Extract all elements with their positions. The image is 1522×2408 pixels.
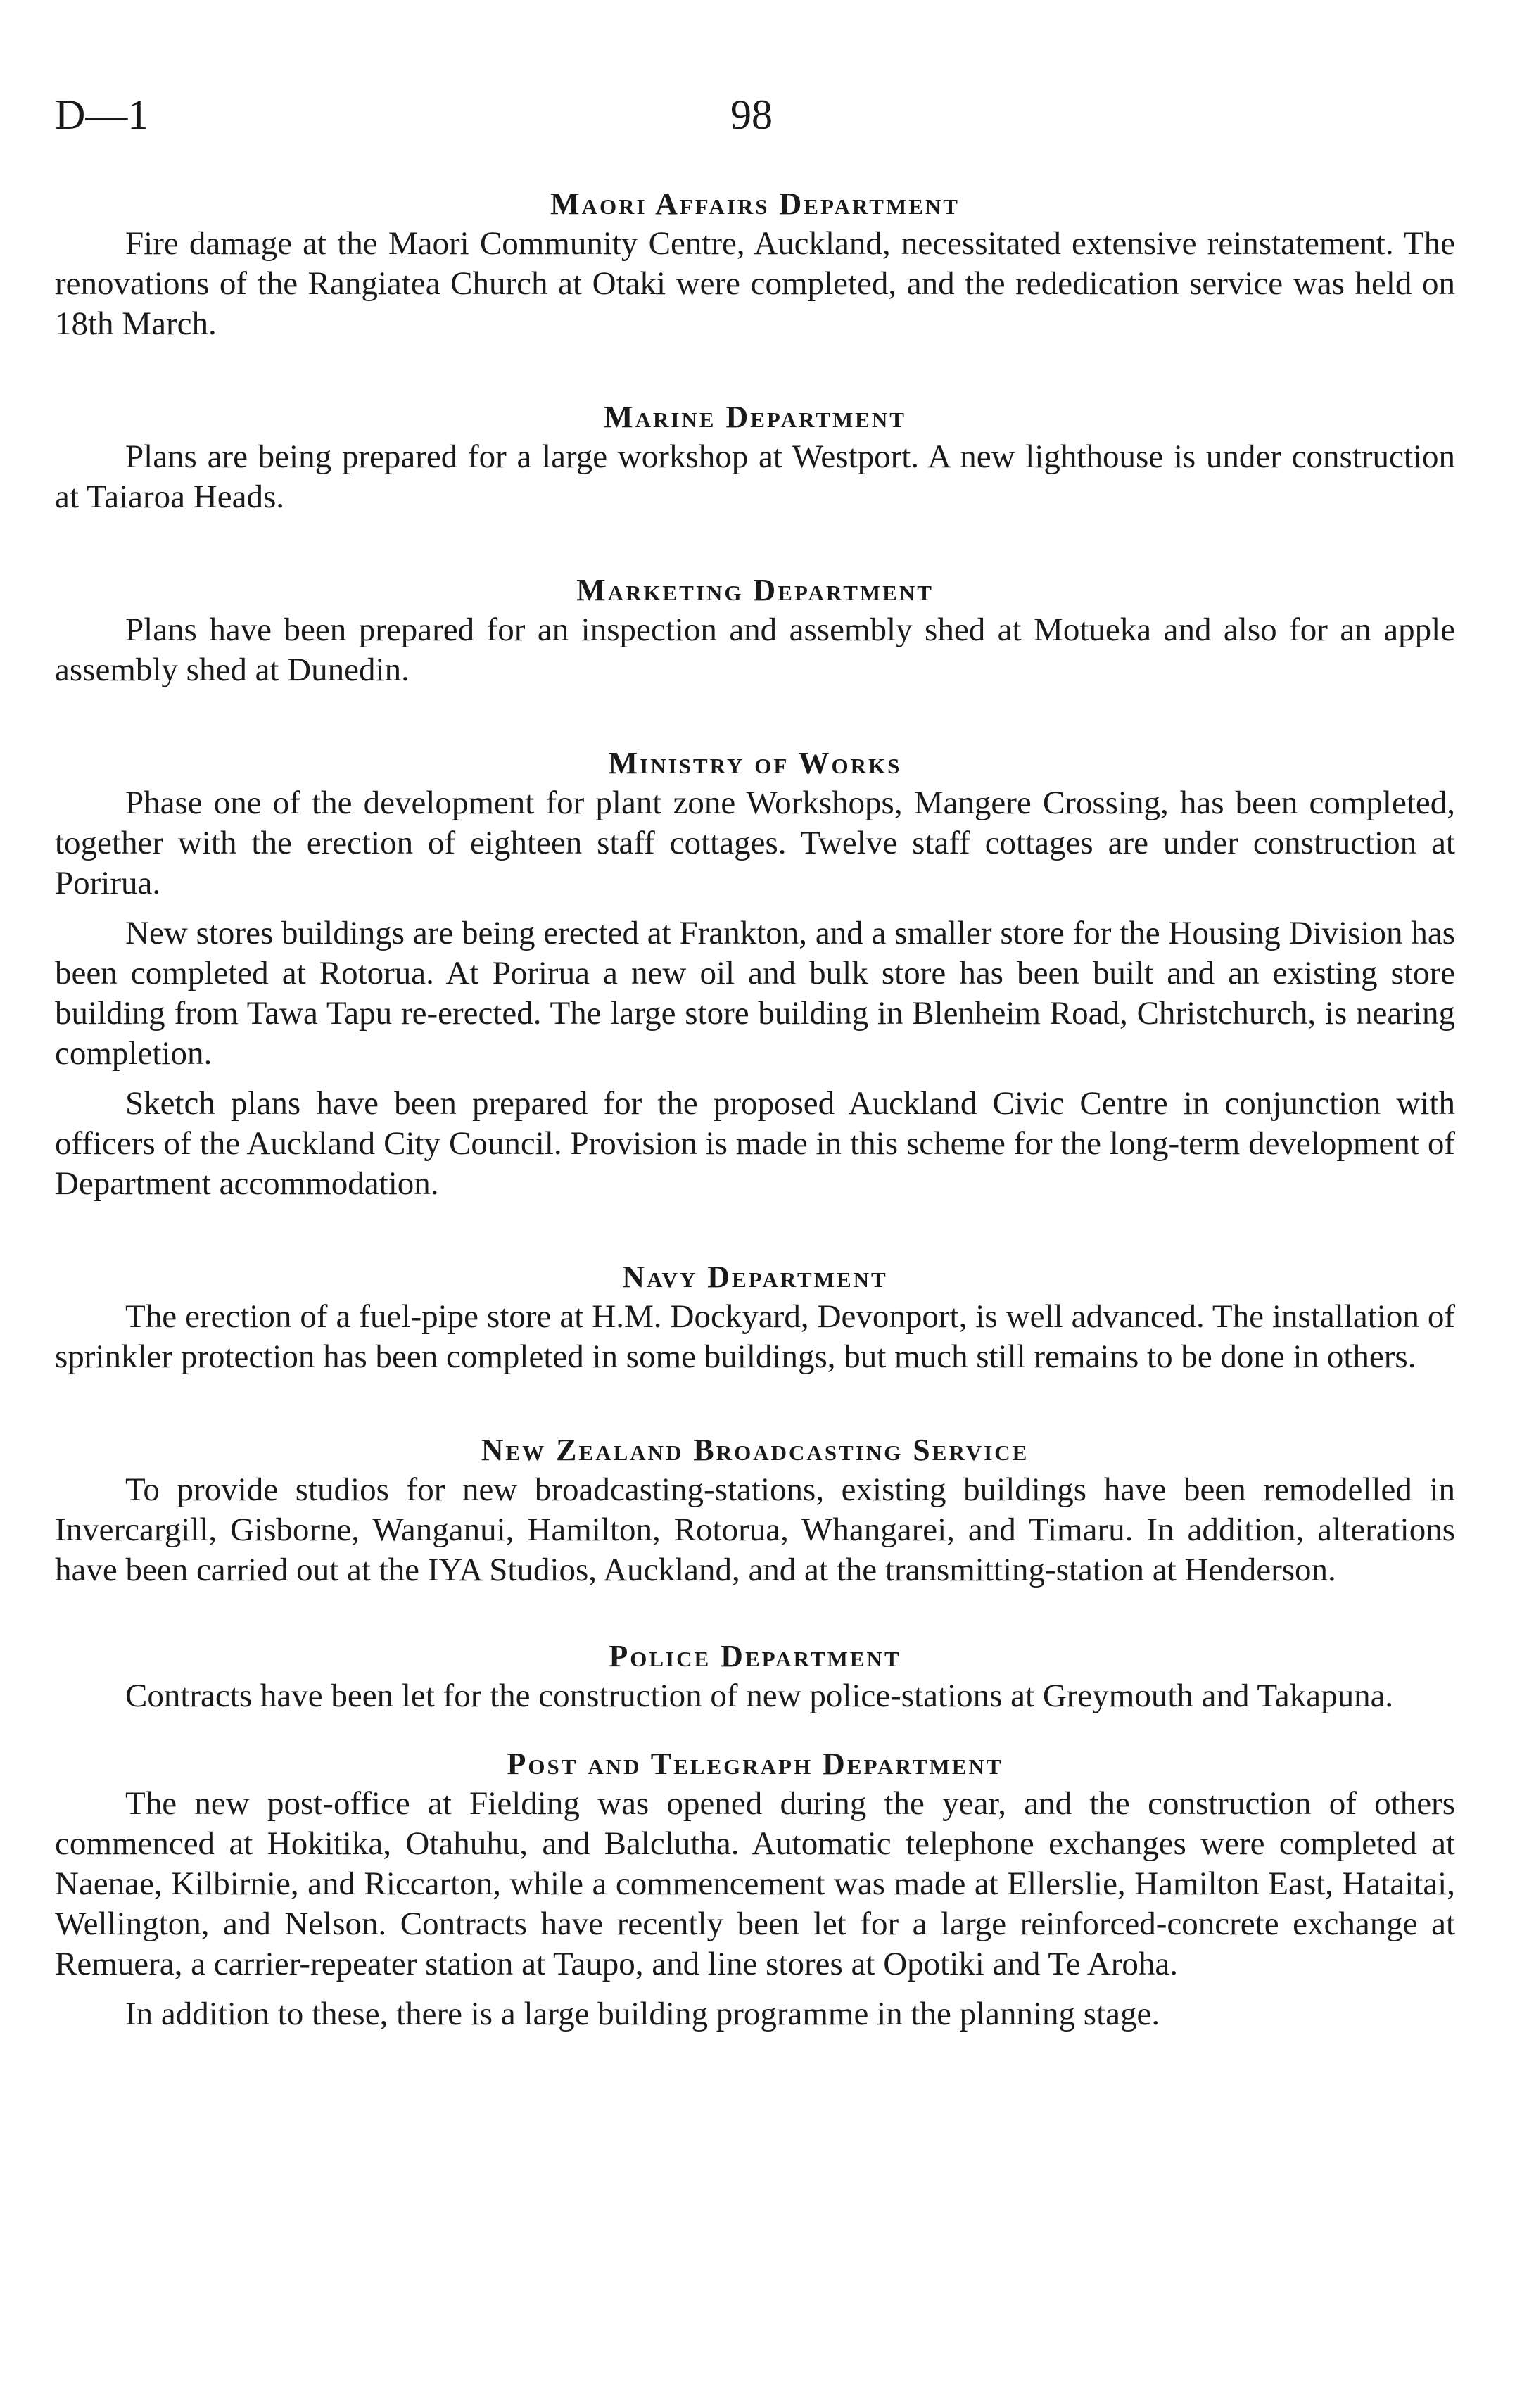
paragraph: Sketch plans have been prepared for the proposed Auckland Civic Centre in conjunction with officers of the Auckland City Council. Provision is made in this scheme for the long-term development of Department accommodation.: [55, 1085, 1455, 1202]
section-maori-affairs: [55, 184, 1455, 344]
paragraph: Plans have been prepared for an inspection and assembly shed at Motueka and also for an apple assembly shed at Dunedin.: [55, 611, 1455, 688]
document-code: D—1: [55, 91, 149, 138]
running-head: [55, 90, 1455, 139]
paragraph: New stores buildings are being erected at Frankton, and a smaller store for the Housing Division has been completed at Rotorua. At Porirua a new oil and bulk store has been built and an existing store building from Tawa Tapu re-erected. The large store building in Blenheim Road, Christchurch, is nearing completion.: [55, 915, 1455, 1072]
paragraph: Fire damage at the Maori Community Centre, Auckland, necessitated extensive reinstatement. The renovations of the Rangiatea Church at Otaki were completed, and the rededication service was held on 18th March.: [55, 225, 1455, 342]
section-heading: Marine Department: [604, 400, 906, 434]
paragraph: Phase one of the development for plant zone Workshops, Mangere Crossing, has been completed, together with the erection of eighteen staff cottages. Twelve staff cottages are under construction at Porirua.: [55, 785, 1455, 901]
section-heading: Maori Affairs Department: [550, 186, 960, 221]
section-police: [55, 1637, 1455, 1716]
section-navy: [55, 1257, 1455, 1377]
section-heading: Marketing Department: [576, 573, 934, 607]
page-number: 98: [730, 91, 773, 138]
section-heading: Ministry of Works: [608, 746, 902, 780]
paragraph: Contracts have been let for the construction of new police-stations at Greymouth and Takapuna.: [125, 1678, 1394, 1714]
section-ministry-of-works: [55, 744, 1455, 1204]
section-marine: [55, 398, 1455, 517]
section-heading: Navy Department: [622, 1260, 888, 1294]
section-heading: Police Department: [609, 1639, 901, 1673]
paragraph: To provide studios for new broadcasting-stations, existing buildings have been remodelled in Invercargill, Gisborne, Wanganui, Hamilton, Rotorua, Whangarei, and Timaru. In addition, alterations have been carried out at the IYA Studios, Auckland, and at the transmitting-station at Henderson.: [55, 1471, 1455, 1588]
section-marketing: [55, 571, 1455, 690]
paragraph: The erection of a fuel-pipe store at H.M. Dockyard, Devonport, is well advanced. The installation of sprinkler protection has been completed in some buildings, but much still remains to be done in others.: [55, 1298, 1455, 1375]
paragraph: The new post-office at Fielding was opened during the year, and the construction of others commenced at Hokitika, Otahuhu, and Balclutha. Automatic telephone exchanges were completed at Naenae, Kilbirnie, and Riccarton, while a commencement was made at Ellerslie, Hamilton East, Hataitai, Wellington, and Nelson. Contracts have recently been let for a large reinforced-concrete exchange at Remuera, a carrier-repeater station at Taupo, and line stores at Opotiki and Te Aroha.: [55, 1785, 1455, 1982]
body-text: [55, 184, 1455, 2034]
paragraph: In addition to these, there is a large building programme in the planning stage.: [125, 1996, 1160, 2032]
paragraph: Plans are being prepared for a large workshop at Westport. A new lighthouse is under construction at Taiaroa Heads.: [55, 438, 1455, 515]
section-heading: New Zealand Broadcasting Service: [481, 1433, 1029, 1467]
section-broadcasting: [55, 1431, 1455, 1590]
section-post-telegraph: [55, 1744, 1455, 2034]
section-heading: Post and Telegraph Department: [507, 1747, 1003, 1781]
